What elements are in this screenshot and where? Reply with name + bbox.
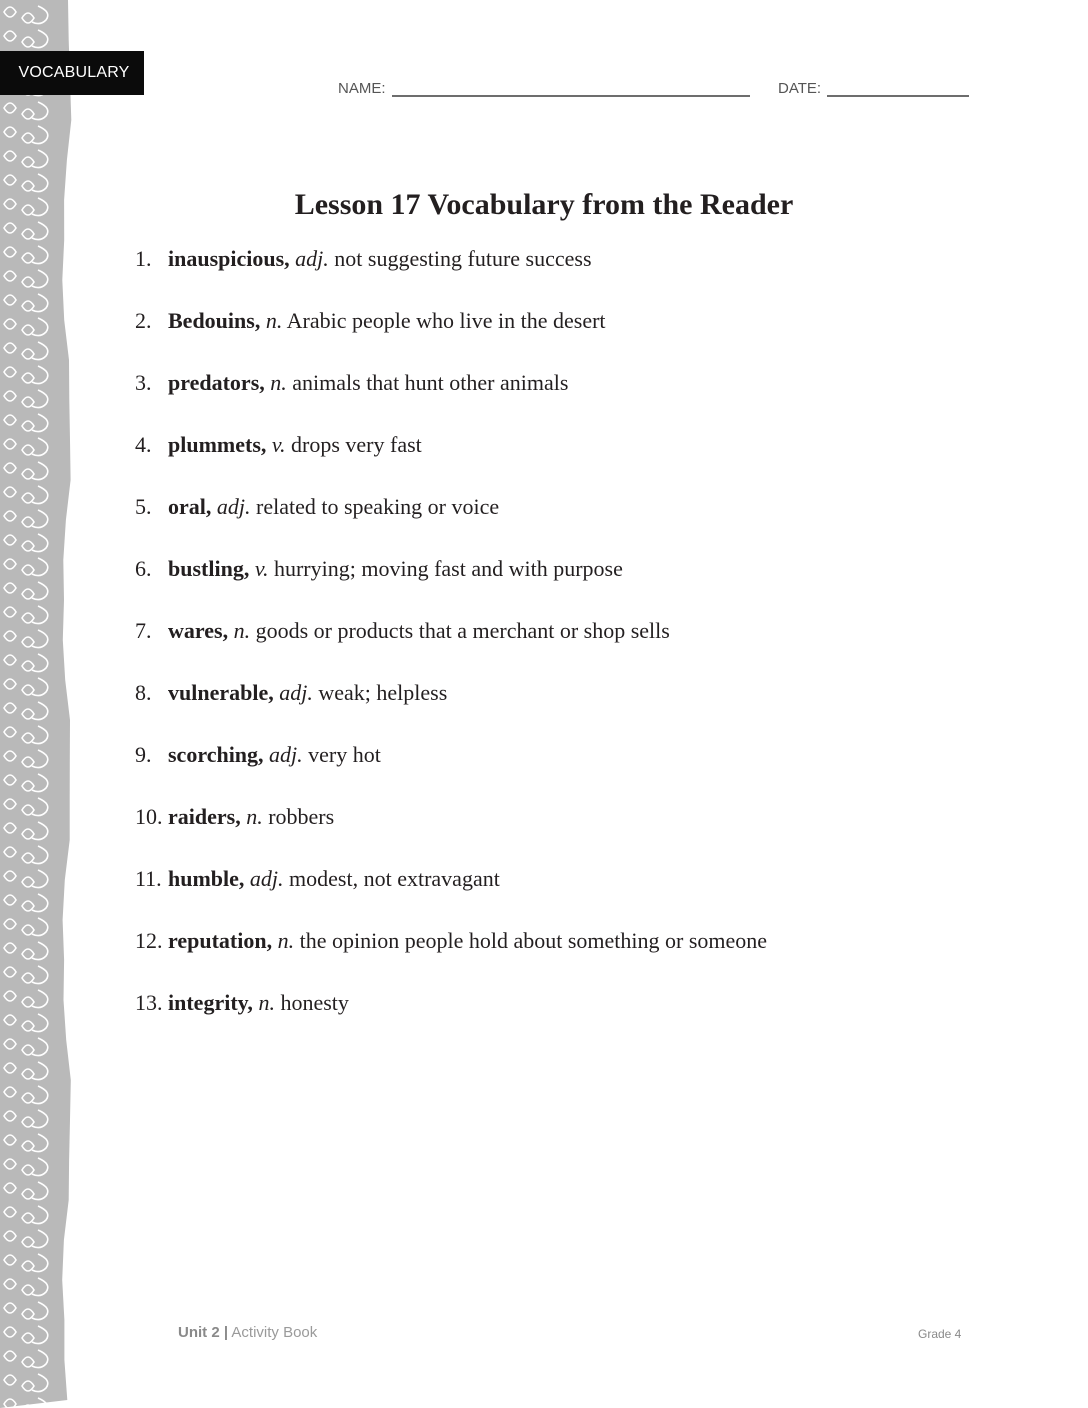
vocabulary-item-number: 8.	[135, 680, 152, 705]
vocabulary-entry	[168, 860, 500, 898]
vocabulary-item	[135, 922, 995, 984]
vocabulary-item-number: 7.	[135, 618, 152, 643]
vocabulary-item-number: 9.	[135, 742, 152, 767]
vocabulary-item	[135, 240, 995, 302]
vocabulary-item-number: 12.	[135, 928, 163, 953]
section-tab	[0, 51, 144, 95]
section-tab-label: VOCABULARY	[18, 64, 130, 81]
vocabulary-definition: the opinion people hold about something or someone	[299, 928, 768, 953]
vocabulary-item	[135, 426, 995, 488]
vocabulary-entry	[168, 426, 422, 464]
vocabulary-item	[135, 612, 995, 674]
footer-book: Activity Book	[231, 1324, 318, 1341]
vocabulary-item	[135, 860, 995, 922]
vocabulary-part-of-speech: adj.	[279, 680, 313, 705]
date-blank-line	[827, 81, 969, 97]
vocabulary-part-of-speech: adj.	[269, 742, 303, 767]
vocabulary-part-of-speech: adj.	[295, 246, 329, 271]
vocabulary-term: wares,	[168, 618, 229, 643]
vocabulary-item-number: 1.	[135, 246, 152, 271]
vocabulary-part-of-speech: adj.	[249, 866, 284, 891]
vocabulary-definition: honesty	[280, 990, 349, 1015]
vocabulary-item-number: 6.	[135, 556, 152, 581]
vocabulary-part-of-speech: n.	[258, 990, 275, 1015]
vocabulary-part-of-speech: adj.	[216, 494, 251, 519]
vocabulary-term: inauspicious,	[168, 246, 290, 271]
vocabulary-item-number: 11.	[135, 866, 162, 891]
vocabulary-item-number: 4.	[135, 432, 152, 457]
vocabulary-entry	[168, 922, 767, 960]
vocabulary-item	[135, 984, 995, 1046]
vocabulary-term: plummets,	[168, 432, 267, 457]
vocabulary-term: bustling,	[168, 556, 250, 581]
vocabulary-definition: animals that hunt other animals	[292, 370, 569, 395]
vocabulary-definition: robbers	[268, 804, 335, 829]
vocabulary-entry	[168, 736, 381, 774]
vocabulary-definition: modest, not extravagant	[289, 866, 500, 891]
page-title	[0, 185, 1088, 225]
footer-unit-info	[178, 1324, 317, 1341]
vocabulary-entry	[168, 364, 568, 402]
vocabulary-part-of-speech: n.	[265, 308, 283, 333]
vocabulary-entry	[168, 240, 592, 278]
vocabulary-item-number: 5.	[135, 494, 152, 519]
vocabulary-term: integrity,	[168, 990, 253, 1015]
vocabulary-entry	[168, 674, 447, 712]
vocabulary-term: scorching,	[168, 742, 264, 767]
vocabulary-item	[135, 488, 995, 550]
vocabulary-definition: Arabic people who live in the desert	[286, 308, 606, 333]
vocabulary-item	[135, 674, 995, 736]
vocabulary-entry	[168, 798, 334, 836]
vocabulary-item-number: 3.	[135, 370, 152, 395]
vocabulary-definition: very hot	[308, 742, 381, 767]
vocabulary-item-number: 10.	[135, 804, 163, 829]
name-label: NAME:	[338, 80, 386, 97]
vocabulary-part-of-speech: n.	[277, 928, 295, 953]
vocabulary-list	[135, 240, 995, 1046]
vocabulary-part-of-speech: v.	[271, 432, 286, 457]
vocabulary-item	[135, 302, 995, 364]
vocabulary-term: Bedouins,	[168, 308, 261, 333]
vocabulary-definition: hurrying; moving fast and with purpose	[273, 556, 623, 581]
vocabulary-term: raiders,	[168, 804, 241, 829]
vocabulary-part-of-speech: v.	[254, 556, 269, 581]
vocabulary-part-of-speech: n.	[270, 370, 287, 395]
name-blank-line	[392, 81, 750, 97]
vocabulary-term: reputation,	[168, 928, 273, 953]
vocabulary-definition: not suggesting future success	[334, 246, 592, 271]
vocabulary-term: humble,	[168, 866, 245, 891]
date-field	[778, 80, 969, 97]
vocabulary-item	[135, 736, 995, 798]
footer-unit: Unit 2	[178, 1324, 220, 1341]
page-title-text: Lesson 17 Vocabulary from the Reader	[294, 188, 794, 221]
vocabulary-term: oral,	[168, 494, 212, 519]
vocabulary-definition: drops very fast	[291, 432, 422, 457]
vocabulary-term: predators,	[168, 370, 265, 395]
vocabulary-definition: related to speaking or voice	[256, 494, 500, 519]
vocabulary-item	[135, 550, 995, 612]
name-field	[338, 80, 750, 97]
footer-separator: |	[223, 1324, 229, 1341]
date-label: DATE:	[778, 80, 822, 97]
vocabulary-entry	[168, 612, 670, 650]
vocabulary-part-of-speech: n.	[233, 618, 251, 643]
vocabulary-part-of-speech: n.	[246, 804, 263, 829]
vocabulary-entry	[168, 984, 349, 1022]
vocabulary-definition: goods or products that a merchant or shop sells	[255, 618, 670, 643]
vocabulary-item	[135, 364, 995, 426]
vocabulary-definition: weak; helpless	[318, 680, 448, 705]
vocabulary-item	[135, 798, 995, 860]
footer-grade: Grade 4	[918, 1327, 962, 1341]
vocabulary-entry	[168, 550, 623, 588]
vocabulary-item-number: 2.	[135, 308, 152, 333]
vocabulary-term: vulnerable,	[168, 680, 274, 705]
vocabulary-entry	[168, 302, 606, 340]
vocabulary-entry	[168, 488, 499, 526]
vocabulary-item-number: 13.	[135, 990, 163, 1015]
